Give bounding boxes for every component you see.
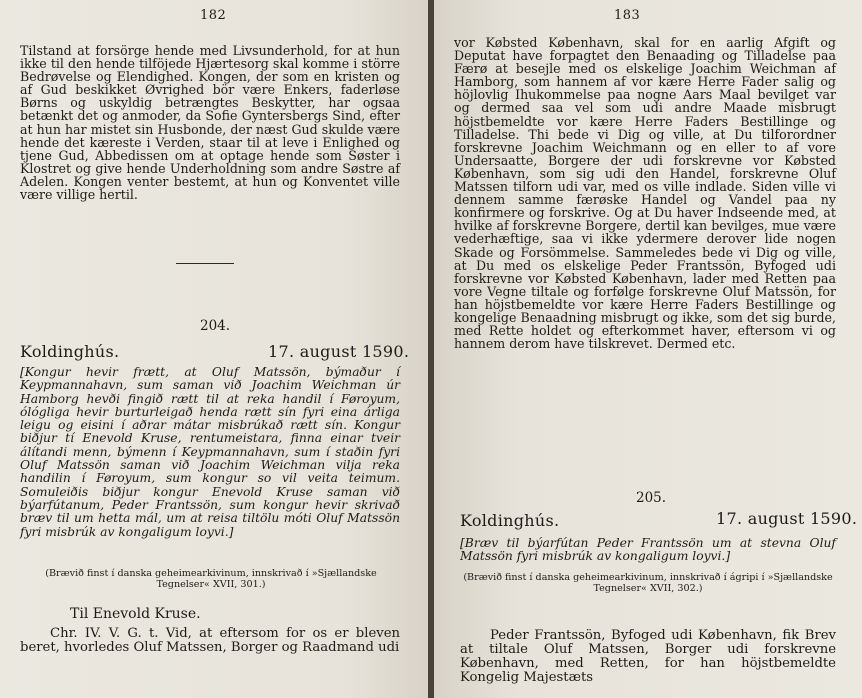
document-number: 204. [200, 318, 231, 334]
page-number: 183 [614, 8, 641, 23]
document-date: 17. august 1590. [268, 342, 410, 361]
document-place: Koldinghús. [460, 511, 560, 530]
page-number: 182 [200, 8, 227, 23]
source-note: (Brævið finst í danska geheimearkivinum, innskrivað í »Sjællandske Tegnelser« XVII, 301.) [45, 568, 377, 590]
document-number: 205. [636, 490, 667, 506]
document-date: 17. august 1590. [716, 509, 858, 528]
letter-heading: Til Enevold Kruse. [70, 606, 201, 622]
document-summary: [Bræv til býarfútan Peder Frantssön um at stevna Oluf Matssön fyri misbrúk av kongaligum loyvi.] [460, 536, 836, 564]
left-page [0, 0, 428, 698]
document-place: Koldinghús. [20, 342, 120, 361]
section-divider [176, 263, 234, 264]
continuation-text: Tilstand at forsörge hende med Livsunderhold, for at hun ikke til den hende tilföjede Hjærtesorg skal komme i större Bedrøvelse og Elendighed. Kongen, der som en kristen og af Gud beskikket Øvrighed bör være Enkers, faderløse Børns og uskyldig betrængtes Beskytter, har ogsaa betænkt det og anmoder, da Sofie Gyntersbergs Sind, efter at hun har mistet sin Husbonde, der næst Gud skulde være hende det kæreste i Verden, staar til at leve i Enlighed og tjene Gud, Abbedissen om at optage hende som Søster i Klostret og give hende Underholdning som andre Søstre af Adelen. Kongen venter bestemt, at hun og Konventet ville være villige hertil. [20, 43, 400, 203]
source-note: (Brævið finst í danska geheimearkivinum, innskrivað í ágripi í »Sjællandske Tegnelser« XVII, 302.) [463, 572, 833, 594]
letter-text: Chr. IV. V. G. t. Vid, at eftersom for os er bleven beret, hvorledes Oluf Matssen, Borger og Raadmand udi [20, 626, 400, 655]
right-page [434, 0, 862, 698]
continuation-text: vor Købsted København, skal for en aarlig Afgift og Deputat have forpagtet den Benaading og Tilladelse paa Færø at besejle med os elskelige Joachim Weichman af Hamborg, som hannem af vor kære Herre Fader salig og höjlovlig Ihukommelse paa nogne Aars Maal bevilget var og dermed saa vel som udi andre Maade misbrugt höjstbemeldte vor kære Herre Faders Bestillinge og Tilladelse. Thi bede vi Dig og ville, at Du tilforordner forskrevne Joachim Weichmann og en eller to af vore Undersaatte, Borgere der udi forskrevne vor Købsted København, som sig udi den Handel, forskrevne Oluf Matssen tilforn udi var, med os ville indlade. Siden ville vi dennem samme færøske Handel og Vandel paa ny konfirmere og forskrive. Og at Du haver Indseende med, at hvilke af forskrevne Borgere, dertil kan bevilges, mue være vederhæftige, saa vi ikke ydermere derover lide nogen Skade og Forsömmelse. Sammeledes bede vi Dig og ville, at Du med os elskelige Peder Frantssön, Byfoged udi forskrevne vor Købsted København, lader med Retten paa vore Vegne tiltale og forfølge forskrevne Oluf Matssön, for han höjstbemeldte vor kære Herre Faders Bestillinge og kongelige Benaadning misbrugt og ikke, som det sig burde, med Rette holdet og efterkommet haver, eftersom vi og hannem derom have tilskrevet. Dermed etc. [454, 35, 836, 352]
letter-text: Peder Frantssön, Byfoged udi København, fik Brev at tiltale Oluf Matssen, Borger udi forskrevne København, med Retten, for han höjstbemeldte Kongelig Majestæts [460, 628, 836, 685]
document-summary: [Kongur hevir frætt, at Oluf Matssön, býmaður í Keypmannahavn, sum saman við Joachim Weichman úr Hamborg hevði fingið rætt til at reka handil í Føroyum, ólógliga hevir burturleigað henda rætt sín fyri eina árliga leigu og eisini í aðrar mátar misbrúkað rætt sín. Kongur biðjur tí Enevold Kruse, rentumeistara, finna einar tveir álítandi menn, býmenn í Keypmannahavn, sum í staðin fyri Oluf Matssön saman við Joachim Weichman vilja reka handilin í Føroyum, sum kongur so vil veita teimum. Somuleiðis biðjur kongur Enevold Kruse saman við býarfútanum, Peder Frantssön, sum kongur hevir skrivað bræv til um hetta mál, um at reisa tiltölu móti Oluf Matssön fyri misbrúk av kongaligum loyvi.] [20, 365, 400, 539]
